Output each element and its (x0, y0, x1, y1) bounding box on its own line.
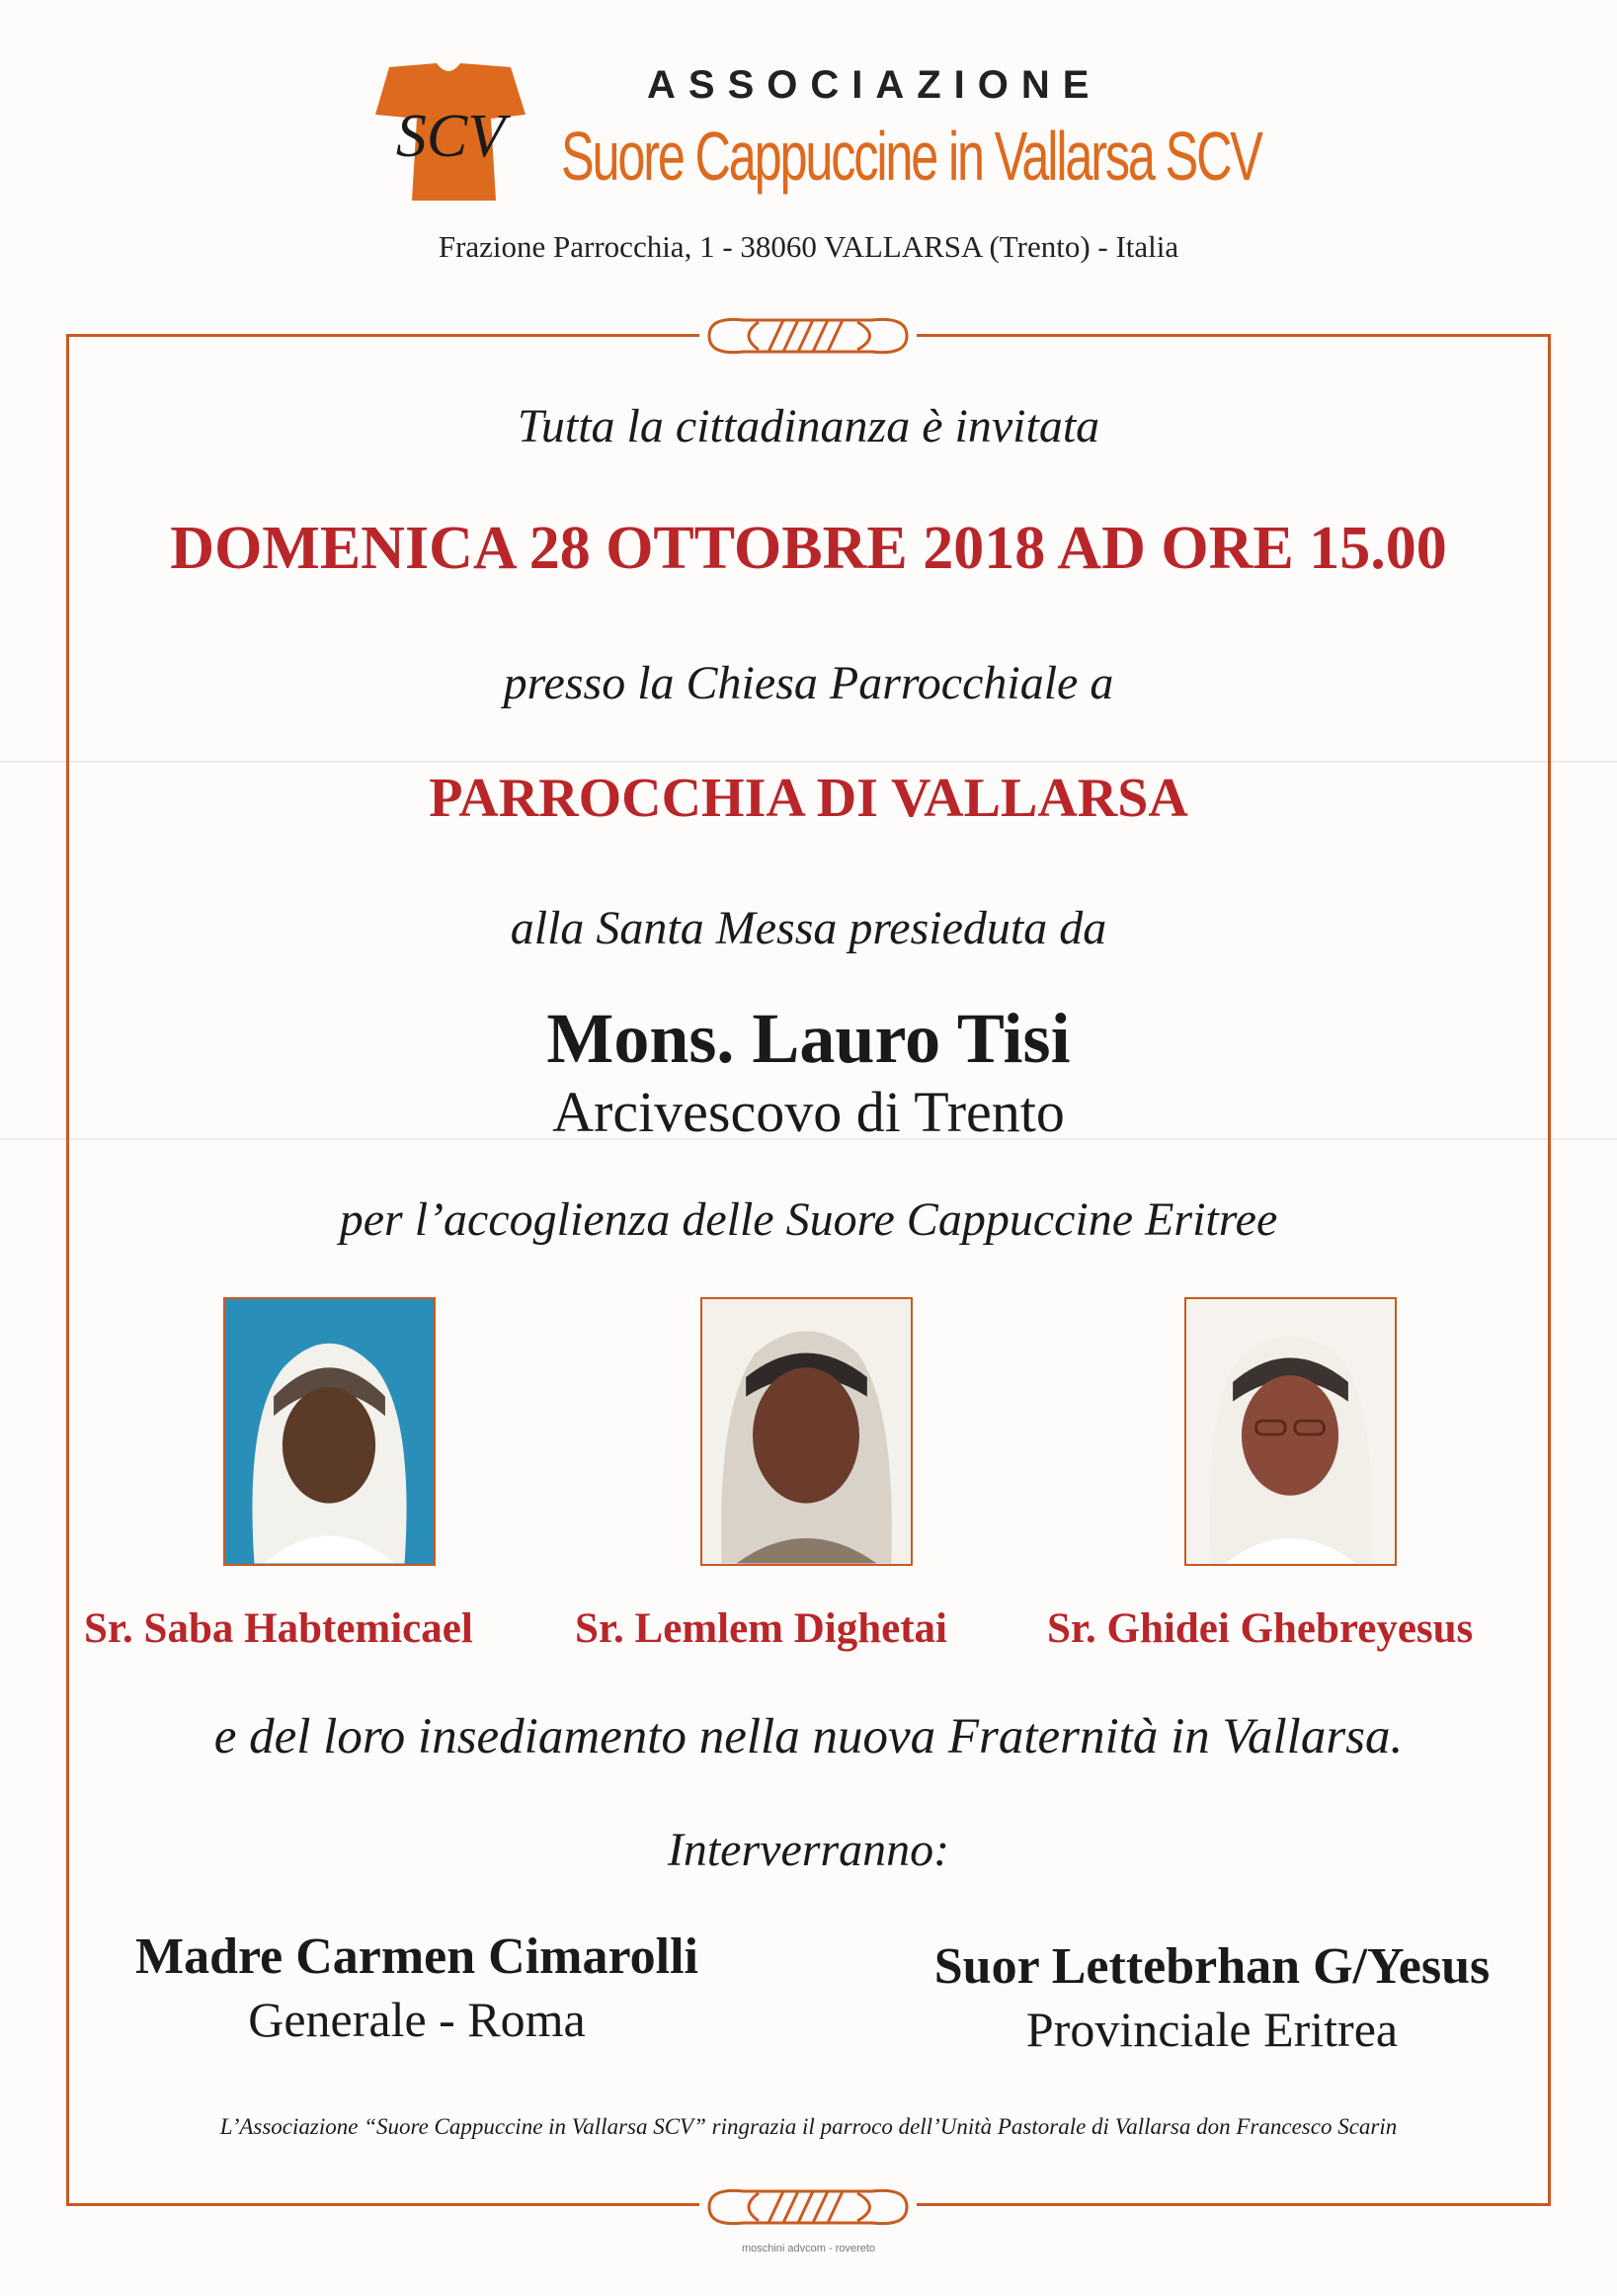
event-purpose: per l’accoglienza delle Suore Cappuccine Eritree (339, 1193, 1278, 1246)
sister-name-2: Sr. Lemlem Dighetai (575, 1605, 948, 1652)
event-date-time: DOMENICA 28 OTTOBRE 2018 AD ORE 15.00 (170, 515, 1447, 582)
association-name: Suore Cappuccine in Vallarsa SCV (561, 118, 1261, 195)
thanks-note: L’Associazione “Suore Cappuccine in Vallarsa SCV” ringrazia il parroco dell’Unità Pastorale di Vallarsa don Francesco Scarin (219, 2114, 1398, 2139)
scv-logo (367, 57, 530, 205)
svg-text:SCV: SCV (395, 103, 506, 170)
location-intro: presso la Chiesa Parrocchiale a (503, 657, 1114, 709)
sister-name-3: Sr. Ghidei Ghebreyesus (1047, 1605, 1474, 1652)
speaker-role: Generale - Roma (248, 1992, 586, 2047)
celebrant-name: Mons. Lauro Tisi (546, 999, 1071, 1078)
speaker-role: Provinciale Eritrea (1025, 2002, 1399, 2057)
speakers-heading: Interverranno: (667, 1824, 950, 1876)
sister-photo-3 (1184, 1297, 1397, 1566)
flourish-ornament-bottom (699, 2177, 917, 2237)
celebrant-role: Arcivescovo di Trento (552, 1080, 1065, 1144)
installation-text: e del loro insediamento nella nuova Fraternità in Vallarsa. (213, 1709, 1404, 1764)
parish-name: PARROCCHIA DI VALLARSA (429, 768, 1188, 829)
speaker-2 (896, 1936, 1528, 2061)
mass-intro: alla Santa Messa presieduta da (510, 902, 1107, 954)
print-credit: moschini advcom - rovereto (741, 2243, 876, 2255)
decorative-frame (66, 334, 1551, 2206)
invitation-intro: Tutta la cittadinanza è invitata (517, 400, 1100, 452)
sister-photo-1 (223, 1297, 436, 1566)
association-label: ASSOCIAZIONE (647, 63, 1102, 107)
speaker-name: Suor Lettebrhan G/Yesus (933, 1938, 1491, 1995)
address: Frazione Parrocchia, 1 - 38060 VALLARSA (Trento) - Italia (438, 229, 1179, 264)
speaker-name: Madre Carmen Cimarolli (135, 1928, 698, 1985)
speaker-1 (101, 1927, 733, 2051)
flourish-ornament-top (699, 306, 917, 366)
sister-name-1: Sr. Saba Habtemicael (84, 1605, 473, 1652)
sister-photo-2 (700, 1297, 913, 1566)
